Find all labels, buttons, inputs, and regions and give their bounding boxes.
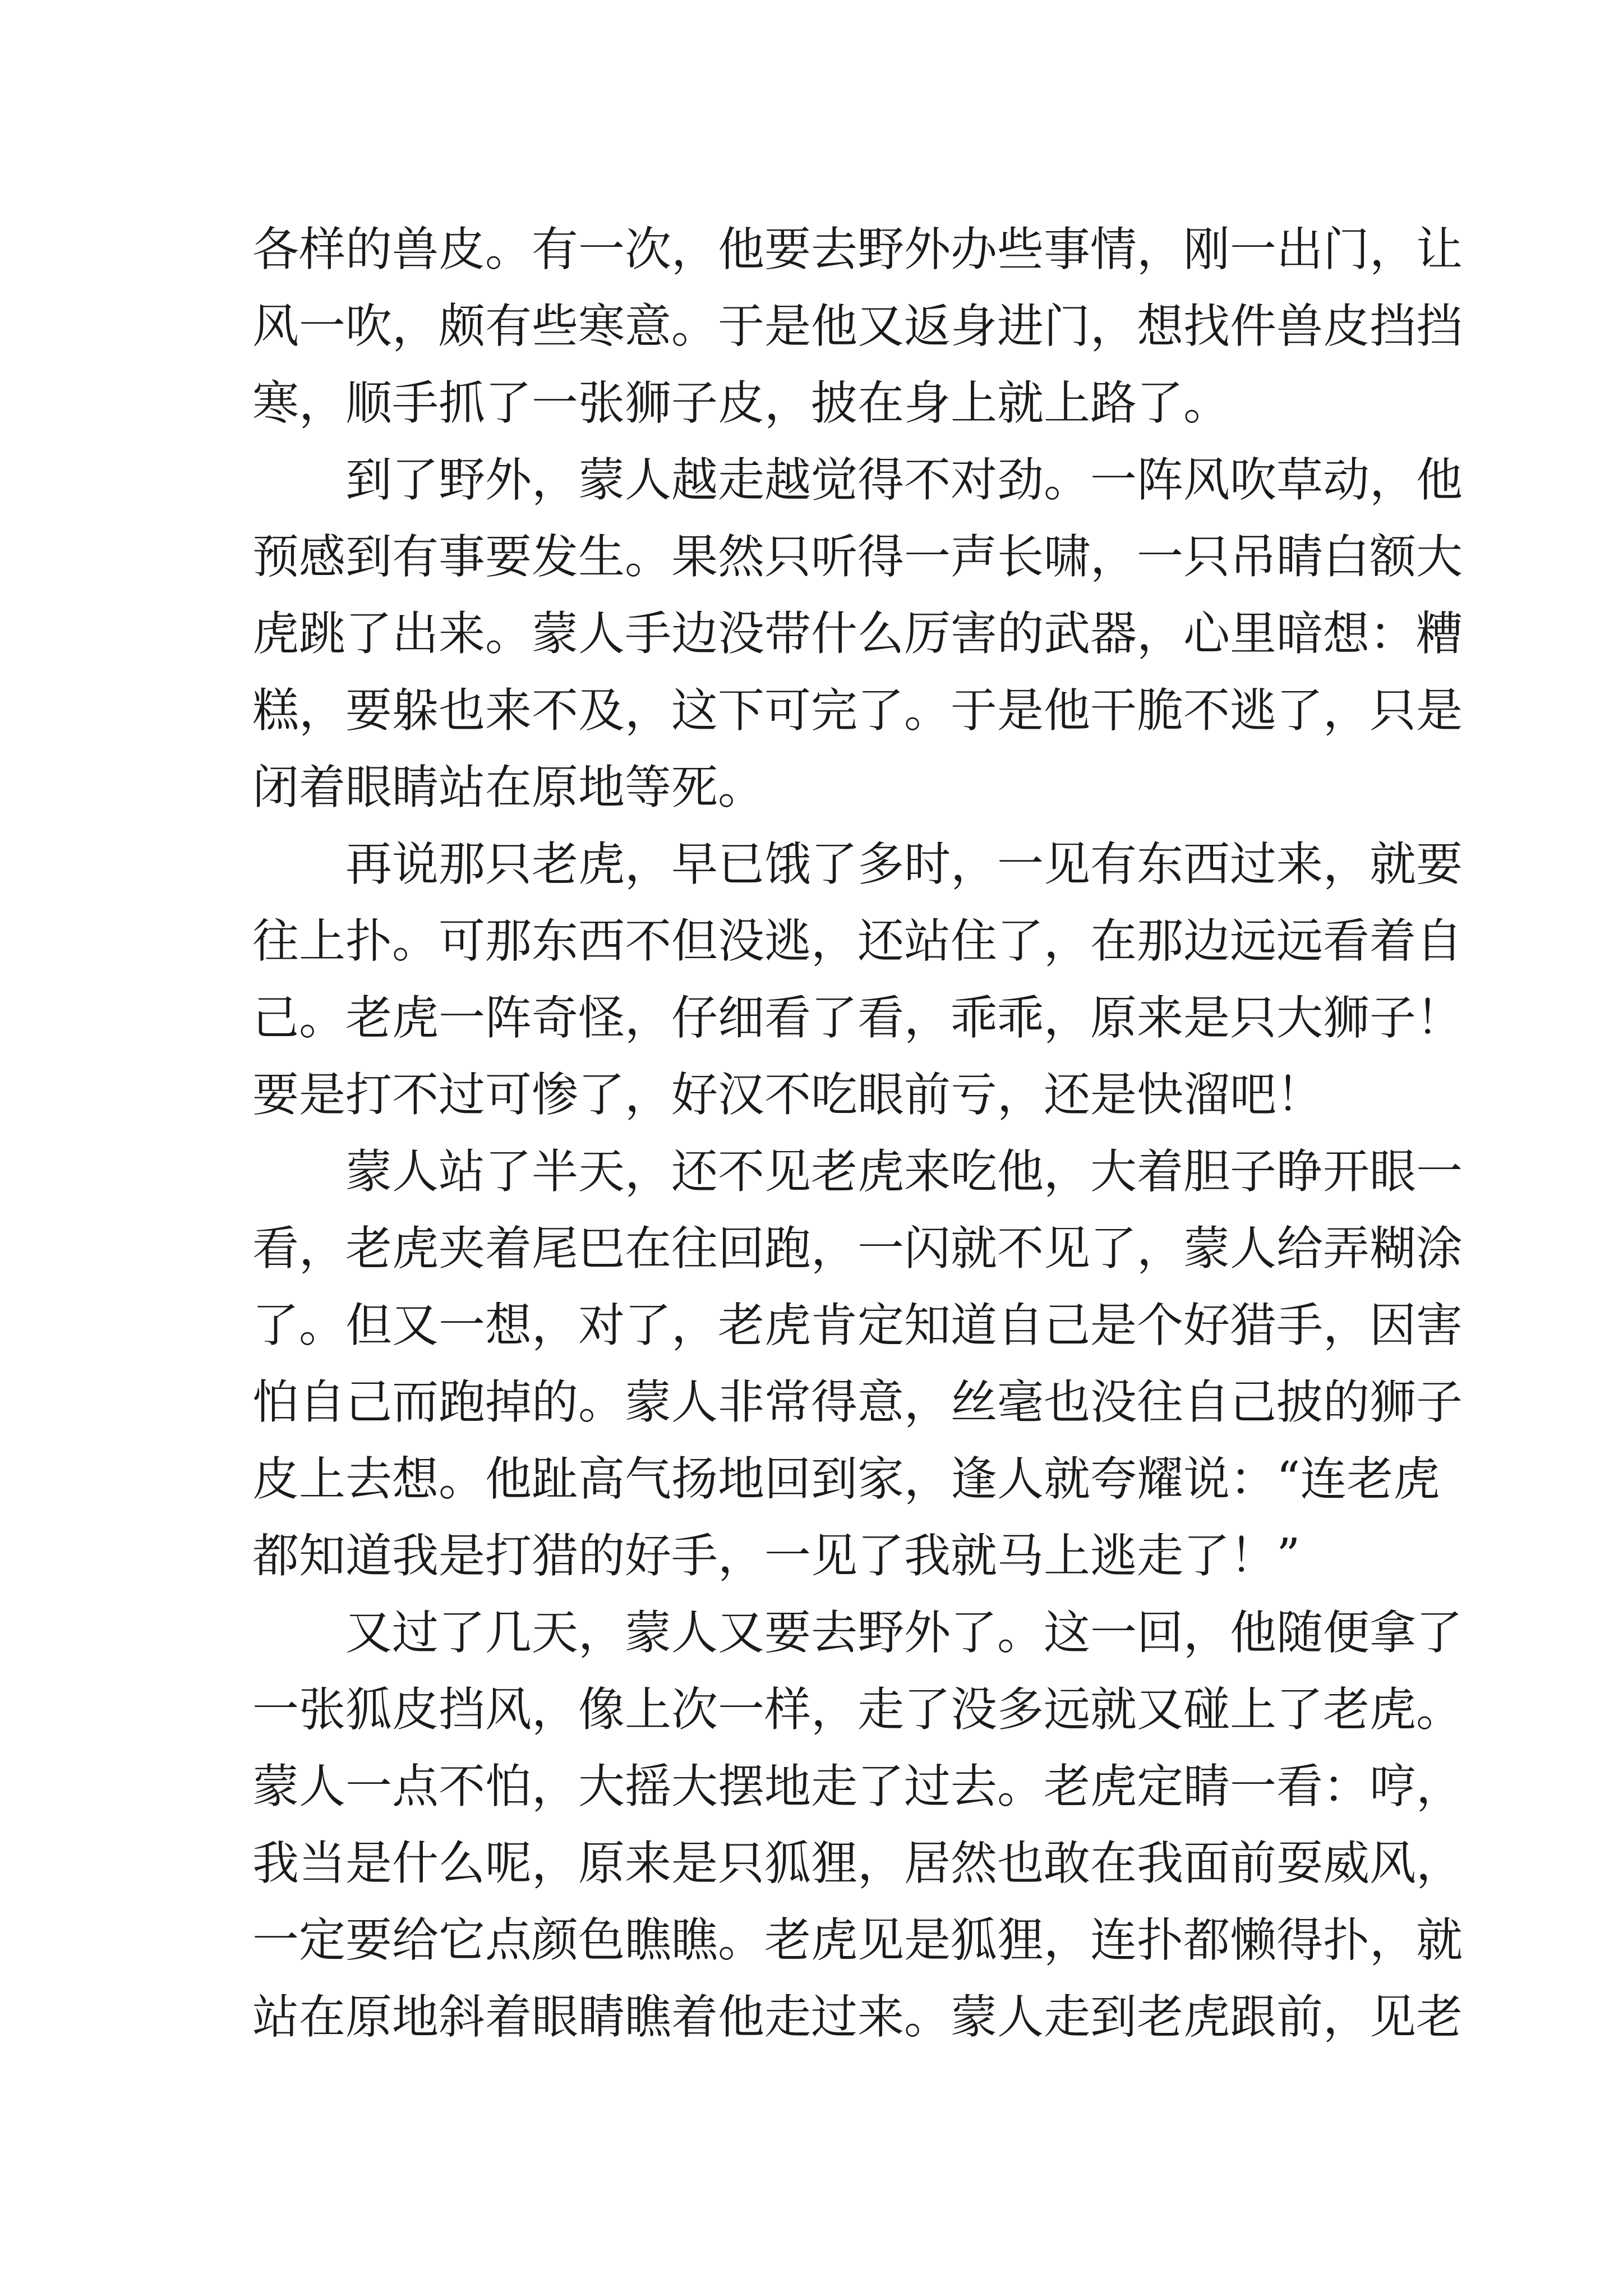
- text-line: 虎跳了出来。蒙人手边没带什么厉害的武器，心里暗想：糟: [252, 606, 1463, 661]
- text-line: 要是打不过可惨了，好汉不吃眼前亏，还是快溜吧！: [252, 1068, 1323, 1122]
- text-line: 一张狐皮挡风，像上次一样，走了没多远就又碰上了老虎。: [252, 1682, 1463, 1737]
- text-line: 糕，要躲也来不及，这下可完了。于是他干脆不逃了，只是: [252, 683, 1463, 738]
- text-line: 怕自己而跑掉的。蒙人非常得意，丝毫也没往自己披的狮子: [252, 1375, 1463, 1429]
- paragraph-first-line: 到了野外，蒙人越走越觉得不对劲。一阵风吹草动，他: [345, 453, 1463, 507]
- text-line: 站在原地斜着眼睛瞧着他走过来。蒙人走到老虎跟前，见老: [252, 1990, 1463, 2044]
- text-line: 己。老虎一阵奇怪，仔细看了看，乖乖，原来是只大狮子！: [252, 991, 1463, 1045]
- text-line: 闭着眼睛站在原地等死。: [252, 760, 764, 815]
- text-line: 了。但又一想，对了，老虎肯定知道自己是个好猎手，因害: [252, 1298, 1463, 1352]
- text-line: 蒙人一点不怕，大摇大摆地走了过去。老虎定睛一看：哼，: [252, 1759, 1463, 1814]
- text-line: 看，老虎夹着尾巴在往回跑，一闪就不见了，蒙人给弄糊涂: [252, 1221, 1463, 1276]
- text-line: 各样的兽皮。有一次，他要去野外办些事情，刚一出门，让: [252, 222, 1463, 277]
- paragraph-first-line: 又过了几天，蒙人又要去野外了。这一回，他随便拿了: [345, 1605, 1463, 1660]
- text-line: 往上扑。可那东西不但没逃，还站住了，在那边远远看着自: [252, 914, 1463, 968]
- text-line: 寒，顺手抓了一张狮子皮，披在身上就上路了。: [252, 376, 1230, 430]
- text-line: 皮上去想。他趾高气扬地回到家，逢人就夸耀说：“连老虎: [252, 1452, 1440, 1506]
- paragraph-first-line: 蒙人站了半天，还不见老虎来吃他，大着胆子睁开眼一: [345, 1144, 1463, 1199]
- text-line: 都知道我是打猎的好手，一见了我就马上逃走了！”: [252, 1529, 1301, 1583]
- text-line: 预感到有事要发生。果然只听得一声长啸，一只吊睛白额大: [252, 530, 1463, 584]
- text-line: 一定要给它点颜色瞧瞧。老虎见是狐狸，连扑都懒得扑，就: [252, 1913, 1463, 1967]
- paragraph-first-line: 再说那只老虎，早已饿了多时，一见有东西过来，就要: [345, 837, 1463, 891]
- text-line: 风一吹，颇有些寒意。于是他又返身进门，想找件兽皮挡挡: [252, 299, 1463, 353]
- text-line: 我当是什么呢，原来是只狐狸，居然也敢在我面前耍威风，: [252, 1836, 1463, 1890]
